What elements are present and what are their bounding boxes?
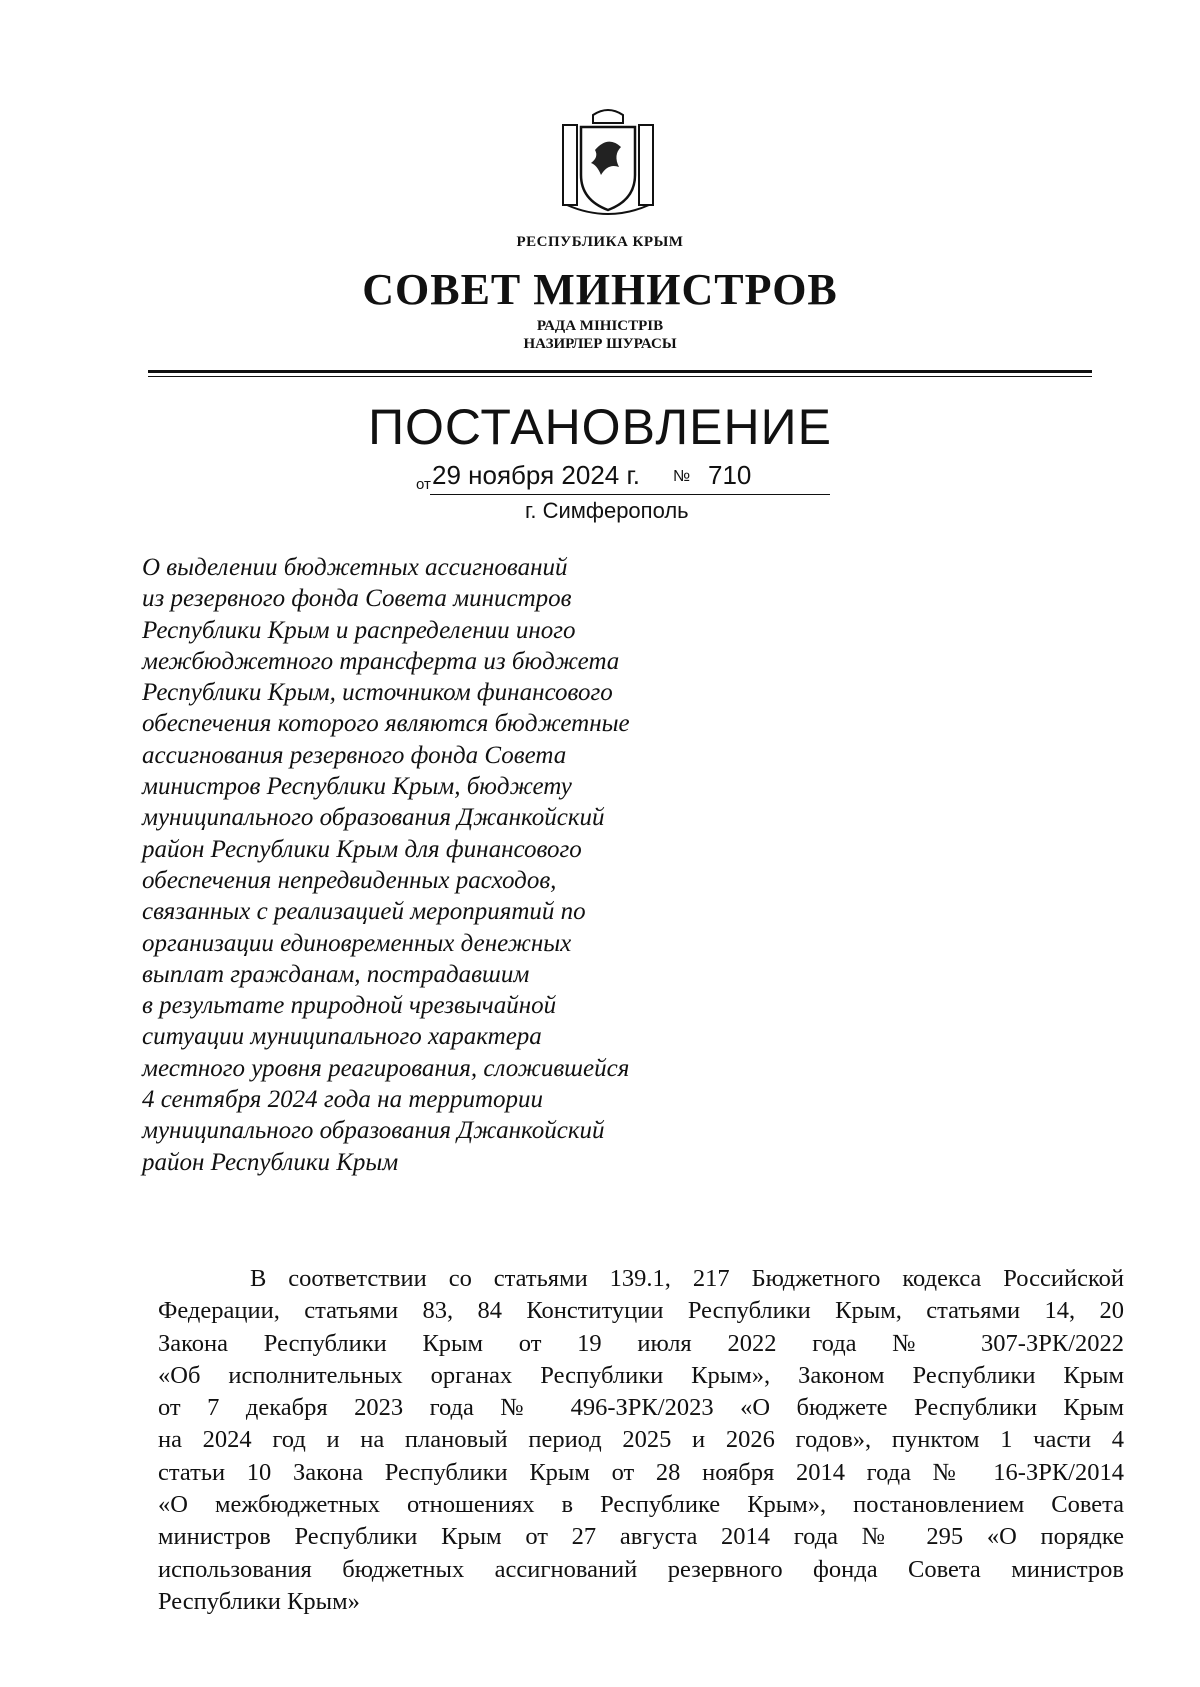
title-line: министров Республики Крым, бюджету xyxy=(142,773,572,801)
body-line: использования бюджетных ассигнований резервного фонда Совета министров xyxy=(158,1555,1124,1583)
body-line: от 7 декабря 2023 года № 496-ЗРК/2023 «О бюджете Республики Крым xyxy=(158,1394,1124,1422)
title-line: Республики Крым, источником финансового xyxy=(142,679,613,707)
body-line: министров Республики Крым от 27 августа 2014 года № 295 «О порядке xyxy=(158,1523,1124,1551)
title-line: район Республики Крым для финансового xyxy=(142,835,582,863)
title-line: О выделении бюджетных ассигнований xyxy=(142,554,568,581)
body-line: Республики Крым» xyxy=(158,1587,360,1615)
decree-number: 710 xyxy=(708,460,752,490)
header-divider-thin xyxy=(148,376,1092,377)
preamble-paragraph xyxy=(158,1263,1124,1618)
body-line: В соответствии со статьями 139.1, 217 Бюджетного кодекса Российской xyxy=(250,1265,1124,1292)
crimea-coat-of-arms-icon xyxy=(553,105,663,220)
body-line: «О межбюджетных отношениях в Республике Крым», постановлением Совета xyxy=(158,1491,1124,1519)
council-name-ukrainian: РАДА МІНІСТРІВ xyxy=(536,318,664,334)
date-underline xyxy=(430,494,830,495)
title-line: межбюджетного трансферта из бюджета xyxy=(142,647,620,675)
title-line: ассигнования резервного фонда Совета xyxy=(142,741,567,769)
title-line: муниципального образования Джанкойский xyxy=(142,1117,605,1145)
decree-city: г. Симферополь xyxy=(525,498,689,523)
title-line: в результате природной чрезвычайной xyxy=(142,992,557,1020)
title-line: Республики Крым и распределении иного xyxy=(142,616,576,644)
body-line: «Об исполнительных органах Республики Крым», Законом Республики Крым xyxy=(158,1361,1124,1389)
title-line: местного уровня реагирования, сложившейся xyxy=(142,1054,630,1082)
title-line: муниципального образования Джанкойский xyxy=(142,804,605,832)
council-name: СОВЕТ МИНИСТРОВ xyxy=(362,265,838,314)
title-line: обеспечения непредвиденных расходов, xyxy=(142,866,557,894)
republic-name: РЕСПУБЛИКА КРЫМ xyxy=(516,234,684,250)
document-type: ПОСТАНОВЛЕНИЕ xyxy=(368,399,832,455)
number-prefix: № xyxy=(673,468,691,485)
title-line: район Республики Крым xyxy=(142,1148,399,1176)
date-prefix: от xyxy=(416,476,431,493)
council-name-crimean-tatar: НАЗИРЛЕР ШУРАСЫ xyxy=(523,336,677,352)
title-line: обеспечения которого являются бюджетные xyxy=(142,710,630,738)
title-line: 4 сентября 2024 года на территории xyxy=(142,1086,544,1114)
body-line: статьи 10 Закона Республики Крым от 28 ноября 2014 года № 16-ЗРК/2014 xyxy=(158,1458,1124,1486)
header-divider xyxy=(148,370,1092,373)
title-line: выплат гражданам, пострадавшим xyxy=(142,960,530,988)
body-line: на 2024 год и на плановый период 2025 и 2026 годов», пунктом 1 части 4 xyxy=(158,1426,1124,1454)
decree-title xyxy=(142,552,722,1178)
body-line: Федерации, статьями 83, 84 Конституции Республики Крым, статьями 14, 20 xyxy=(158,1297,1124,1325)
title-line: ситуации муниципального характера xyxy=(142,1023,542,1051)
body-line: Закона Республики Крым от 19 июля 2022 года № 307-ЗРК/2022 xyxy=(158,1329,1124,1357)
title-line: связанных с реализацией мероприятий по xyxy=(142,898,586,926)
decree-date: 29 ноября 2024 г. xyxy=(432,460,640,490)
title-line: организации единовременных денежных xyxy=(142,929,572,957)
title-line: из резервного фонда Совета министров xyxy=(142,585,572,613)
